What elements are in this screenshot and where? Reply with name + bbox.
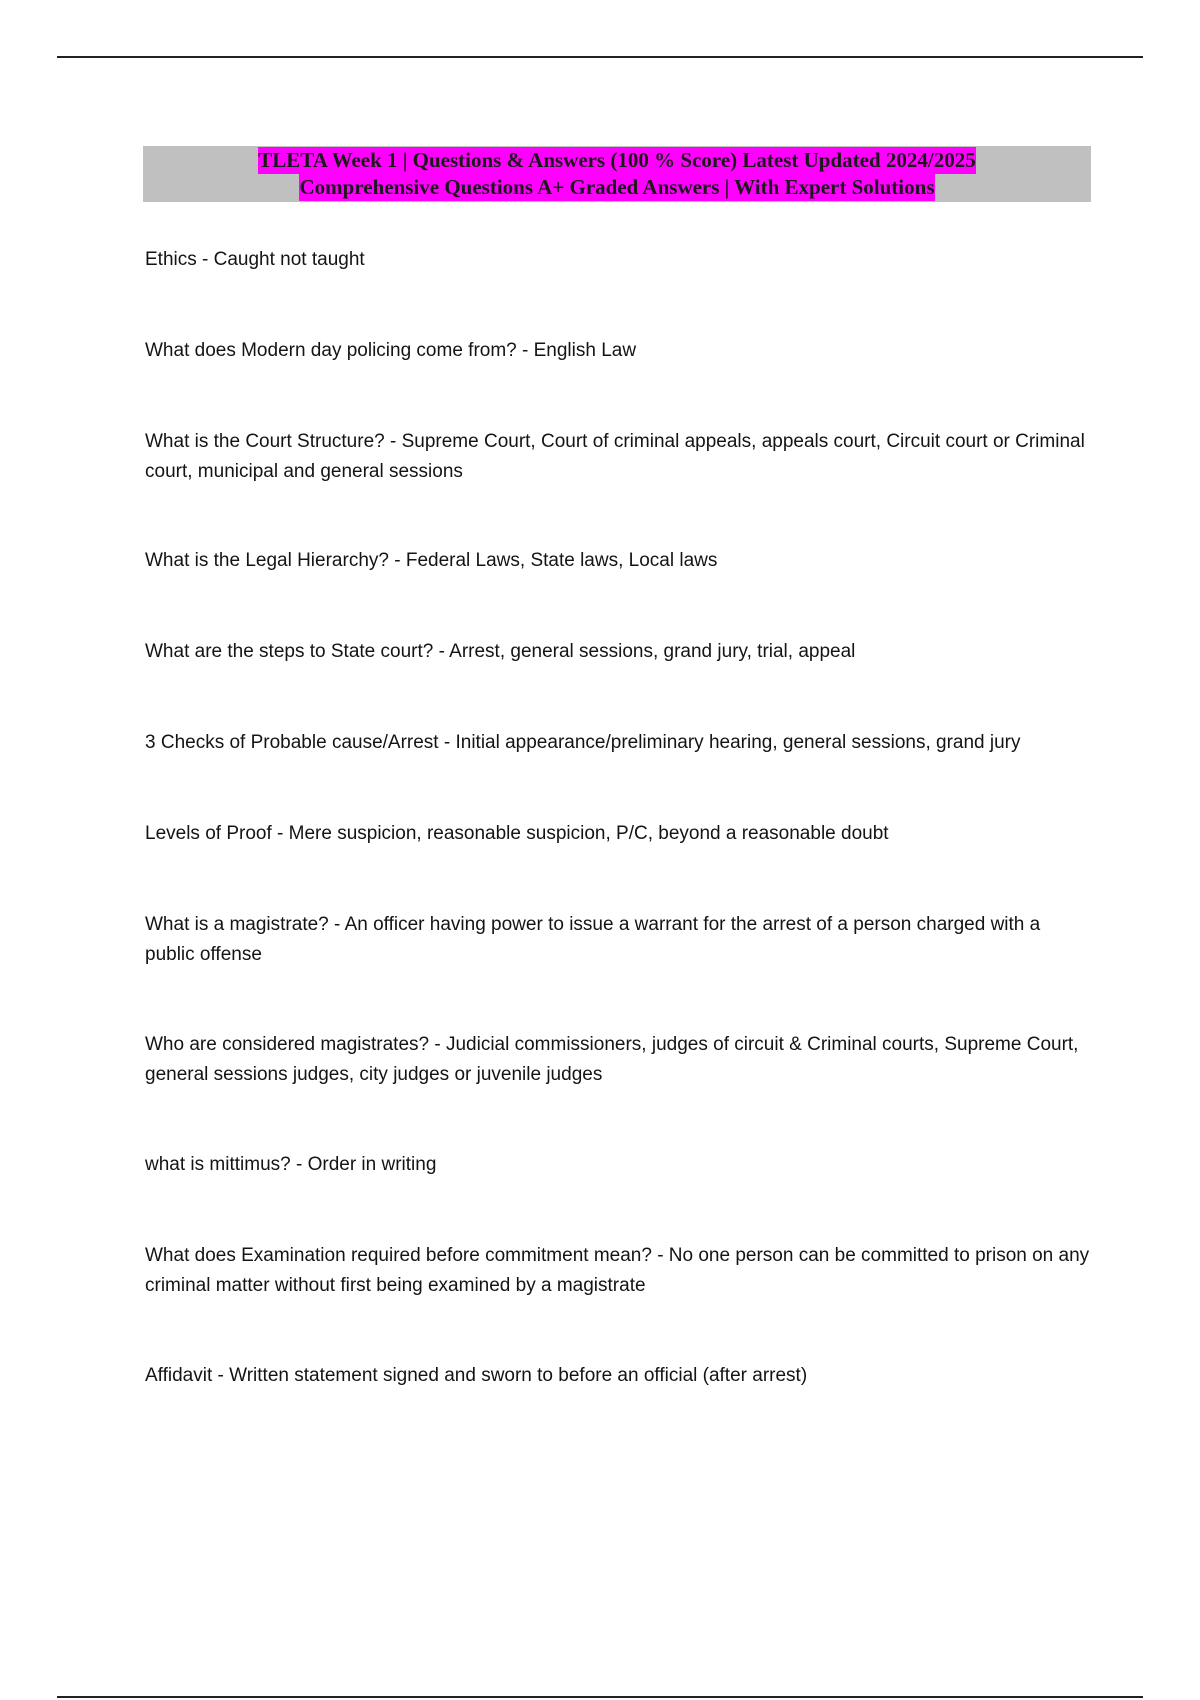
qa-item-modern-policing: What does Modern day policing come from? - English Law — [145, 340, 637, 361]
qa-item-probable-cause-checks: 3 Checks of Probable cause/Arrest - Initial appearance/preliminary hearing, general sessions, grand jury — [145, 732, 1021, 753]
qa-item-levels-of-proof: Levels of Proof - Mere suspicion, reasonable suspicion, P/C, beyond a reasonable doubt — [145, 823, 889, 844]
qa-item-mittimus: what is mittimus? - Order in writing — [145, 1154, 437, 1175]
footer-rule — [57, 1696, 1143, 1698]
document-title-line-2: Comprehensive Questions A+ Graded Answers | With Expert Solutions — [299, 175, 935, 199]
document-title-line-1: TLETA Week 1 | Questions & Answers (100 % Score) Latest Updated 2024/2025 — [258, 148, 976, 172]
qa-item-state-court-steps: What are the steps to State court? - Arrest, general sessions, grand jury, trial, appeal — [145, 641, 856, 662]
qa-item-considered-magistrates: Who are considered magistrates? - Judicial commissioners, judges of circuit & Criminal courts, Supreme Court, general sessions judges, city judges or juvenile judges — [145, 1034, 1079, 1085]
qa-item-ethics: Ethics - Caught not taught — [145, 249, 365, 270]
qa-item-examination-before-commitment: What does Examination required before commitment mean? - No one person can be committed to prison on any criminal matter without first being examined by a magistrate — [145, 1245, 1090, 1296]
qa-item-affidavit: Affidavit - Written statement signed and sworn to before an official (after arrest) — [145, 1365, 808, 1386]
qa-item-court-structure: What is the Court Structure? - Supreme Court, Court of criminal appeals, appeals court, Circuit court or Criminal court, municipal and general sessions — [145, 431, 1085, 482]
header-rule — [57, 56, 1143, 58]
qa-item-magistrate: What is a magistrate? - An officer having power to issue a warrant for the arrest of a person charged with a public offense — [145, 914, 1041, 965]
document-title-banner — [143, 146, 1091, 202]
qa-item-legal-hierarchy: What is the Legal Hierarchy? - Federal Laws, State laws, Local laws — [145, 550, 718, 571]
